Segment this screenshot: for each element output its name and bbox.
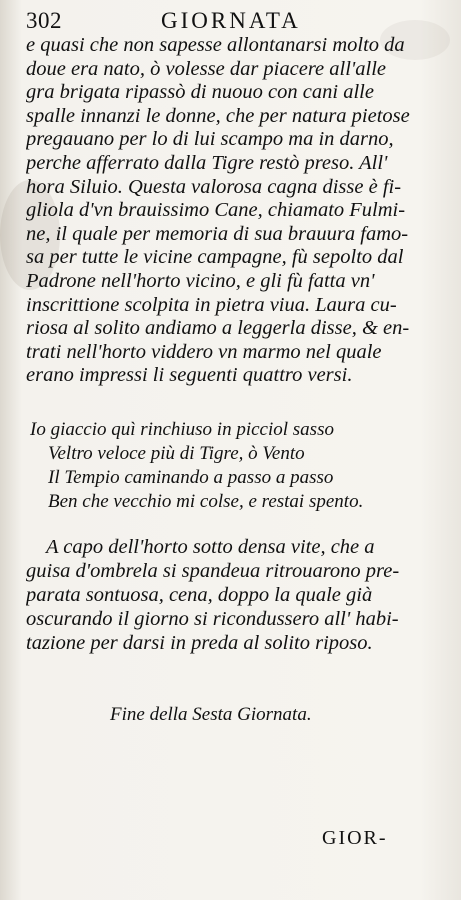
verse-line: Veltro veloce più di Tigre, ò Vento: [48, 443, 305, 464]
paragraph-2: [26, 535, 444, 655]
text-line: hora Siluio. Questa valorosa cagna disse è fi-: [26, 175, 402, 198]
verse-line: Io giaccio quì rinchiuso in picciol sasso: [30, 419, 334, 440]
text-line: Padrone nell'horto vicino, e gli fù fatta vn': [26, 269, 375, 292]
catchword: GIOR-: [322, 827, 388, 849]
text-line: A capo dell'horto sotto densa vite, che a: [46, 536, 375, 558]
text-line: trati nell'horto viddero vn marmo nel quale: [26, 340, 382, 363]
paragraph-1: [26, 34, 444, 388]
verse-line: Il Tempio caminando a passo a passo: [48, 467, 334, 488]
running-head: GIORNATA: [161, 8, 301, 33]
text-line: spalle innanzi le donne, che per natura pietose: [26, 104, 410, 127]
text-line: parata sontuosa, cena, doppo la quale già: [26, 584, 373, 606]
text-line: guisa d'ombrela si spandeua ritrouarono pre-: [26, 560, 400, 582]
text-line: e quasi che non sapesse allontanarsi molto da: [26, 34, 405, 56]
text-line: sa per tutte le vicine campagne, fù sepolto dal: [26, 246, 404, 269]
page-header: [26, 6, 441, 36]
text-line: erano impressi li seguenti quattro versi.: [26, 364, 353, 387]
text-line: perche afferrato dalla Tigre restò preso. All': [26, 151, 388, 174]
text-line: tazione per darsi in preda al solito riposo.: [26, 632, 373, 654]
text-line: inscrittione scolpita in pietra viua. Laura cu-: [26, 293, 397, 316]
text-line: doue era nato, ò volesse dar piacere all'alle: [26, 57, 387, 80]
text-line: oscurando il giorno si ricondussero all' habi-: [26, 608, 399, 630]
inscription-verse: [30, 418, 430, 514]
text-line: riosa al solito andiamo a leggerla disse, & en-: [26, 317, 410, 340]
page-number: 302: [26, 8, 62, 33]
day-ending-title: Fine della Sesta Giornata.: [110, 704, 312, 725]
text-line: ne, il quale per memoria di sua brauura famo-: [26, 222, 409, 245]
text-line: pregauano per lo di lui scampo ma in darno,: [26, 128, 394, 151]
text-line: gra brigata ripassò di nuouo con cani alle: [26, 81, 374, 104]
text-line: gliola d'vn brauissimo Cane, chiamato Fulmi-: [26, 199, 406, 222]
verse-line: Ben che vecchio mi colse, e restai spento.: [48, 491, 364, 512]
